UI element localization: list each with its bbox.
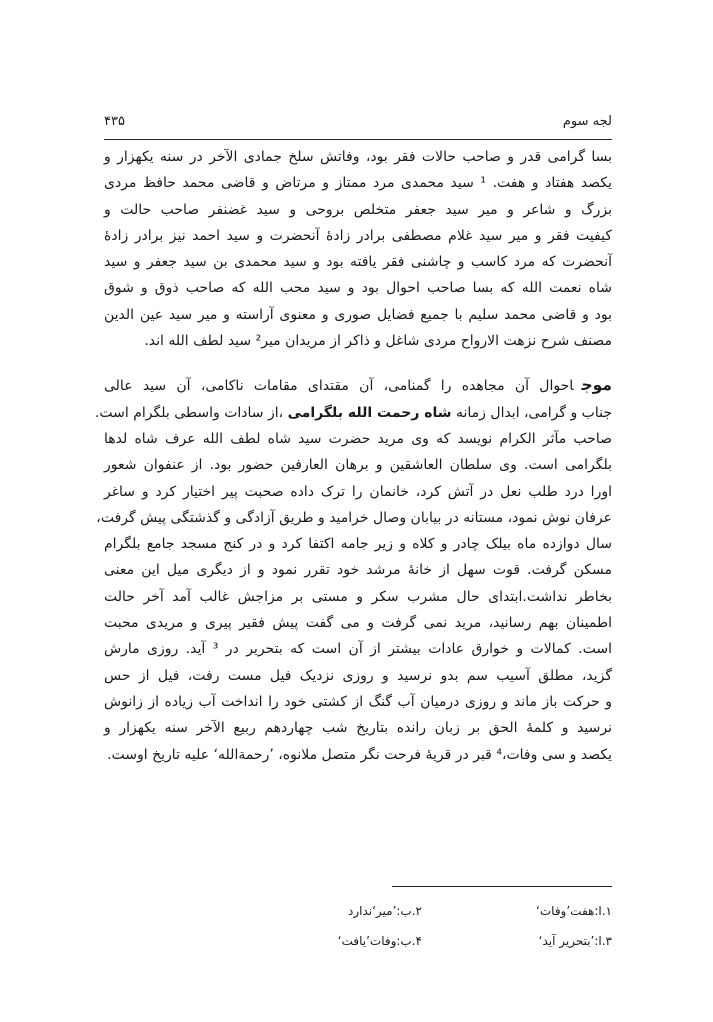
text-line: بود و قاضی محمد سلیم با جمیع فضایل صوری و معنوی آراسته و میر سید عین الدین: [104, 306, 612, 323]
footnote-4: ۴.ب:وفات’یافت‘: [337, 934, 422, 948]
person-name: شاه رحمت الله بلگرامی: [287, 404, 452, 421]
text-line: صاحب مآثر الکرام نویسد که وی مرید حضرت سید شاه لطف الله عرف شاه لدها: [104, 430, 612, 447]
text-line: بزرگ و شاعر و میر سید جعفر متخلص بروحی و سید غضنفر صاحب حالت و: [104, 201, 612, 218]
text-fragment: ،از سادات واسطی بلگرام است.: [94, 404, 284, 421]
footnote-rule: [392, 886, 612, 887]
text-line: بلگرامی است. وی سلطان العاشقین و برهان العارفین حضور بود. از عنفوان شعور: [104, 457, 612, 474]
footnotes: [104, 896, 612, 956]
text-line: سال دوازده ماه بیلک چادر و کلاه و زیر جامه اکتفا کرد و در کنج مسجد جامع بلگرام: [104, 536, 612, 553]
footnote-1: ۱.ا:هفت’وفات‘: [536, 904, 612, 918]
text-line: اورا درد طلب نعل در آتش کرد، خانمان را ترک داده صحبت پیر اختیار کرد و ساغر: [104, 483, 612, 500]
text-line: عرفان نوش نمود، مستانه در بیابان وصال خرامید و طریق آزادگی و گذشتگی پیش گرفت،: [96, 509, 612, 526]
paragraph-1: [104, 144, 612, 354]
text-fragment: جناب و گرامی، ابدال زمانه: [456, 404, 612, 421]
footnote-row: [104, 926, 612, 956]
footnote-row: [104, 896, 612, 926]
footnote-2: ۲.ب:’میر‘ندارد: [347, 904, 422, 918]
body-text: [94, 144, 613, 768]
page-header: [104, 114, 612, 136]
running-title: لجه سوم: [562, 114, 612, 129]
text-line: اطمینان بهم رسانید، مرید نمی گرفت و می گفت پیش فقیر پیری و مریدی محبت: [104, 615, 612, 632]
text-fragment: احوال آن مجاهده را گمنامی، آن مقتدای مقامات ناکامی، آن سید عالی: [104, 378, 574, 395]
paragraph-2: [94, 372, 612, 767]
text-line: بسا گرامی قدر و صاحب حالات فقر بود، وفاتش سلخ جمادی الآخر در سنه یکهزار و: [104, 149, 612, 165]
text-line: گزید، مطلق آسیب سم بدو نرسید و روزی نزدیک فیل مست رفت، فیل از حس: [104, 667, 612, 684]
text-line: کیفیت فقر و میر سید غلام مصطفی برادر زادهٔ آنحضرت و سید احمد نیز برادر زادهٔ: [104, 227, 612, 244]
text-line: نرسید و کلمهٔ الحق بر زبان رانده بتاریخ شب چهاردهم ربیع الآخر سنه یکهزار و: [104, 720, 612, 737]
text-line: یکصد و سی وفات،⁴ قبر در قریهٔ فرحت نگر متصل ملانوه، ’رحمةالله‘ علیه تاریخ اوست.: [107, 746, 612, 763]
text-line: شاه نعمت الله که بسا صاحب احوال بود و سید محب الله که صاحب ذوق و شوق: [104, 280, 612, 297]
header-rule: [104, 139, 612, 140]
text-line: مسکن گرفت. قوت سهل از خانهٔ مرشد خود تقرر نمود و از دیگری میل این معنی: [104, 562, 612, 579]
text-line: است. کمالات و خوارق عادات بیشتر از آن است که بتحریر در ³ آید. روزی مارش: [104, 641, 612, 658]
text-line: مصنف شرح نزهت الارواح مردی شاغل و ذاکر از مریدان میر² سید لطف الله اند.: [144, 333, 612, 350]
footnote-3: ۳.ا:’بتحریر آید‘: [538, 934, 612, 948]
text-line: آنحضرت که مرد کاسب و چاشنی فقر یافته بود و سید محمدی بن سید جعفر و سید: [104, 254, 612, 271]
text-line: [94, 400, 612, 426]
text-line: [104, 372, 612, 399]
entry-heading: موج: [581, 376, 612, 395]
page-number: ۴۳۵: [104, 114, 125, 129]
text-line: و حرکت باز ماند و روزی درمیان آب گنگ از کشتی خود را انداخت آب زیاده از زانوش: [104, 693, 612, 710]
text-line: یکصد هفتاد و هفت. ¹ سید محمدی مرد ممتاز و مرتاض و قاضی محمد حافظ مردی: [104, 175, 613, 192]
text-line: بخاطر نداشت.ابتدای حال مشرب سکر و مستی بر مزاجش غالب آمد آخر حالت: [104, 588, 612, 605]
